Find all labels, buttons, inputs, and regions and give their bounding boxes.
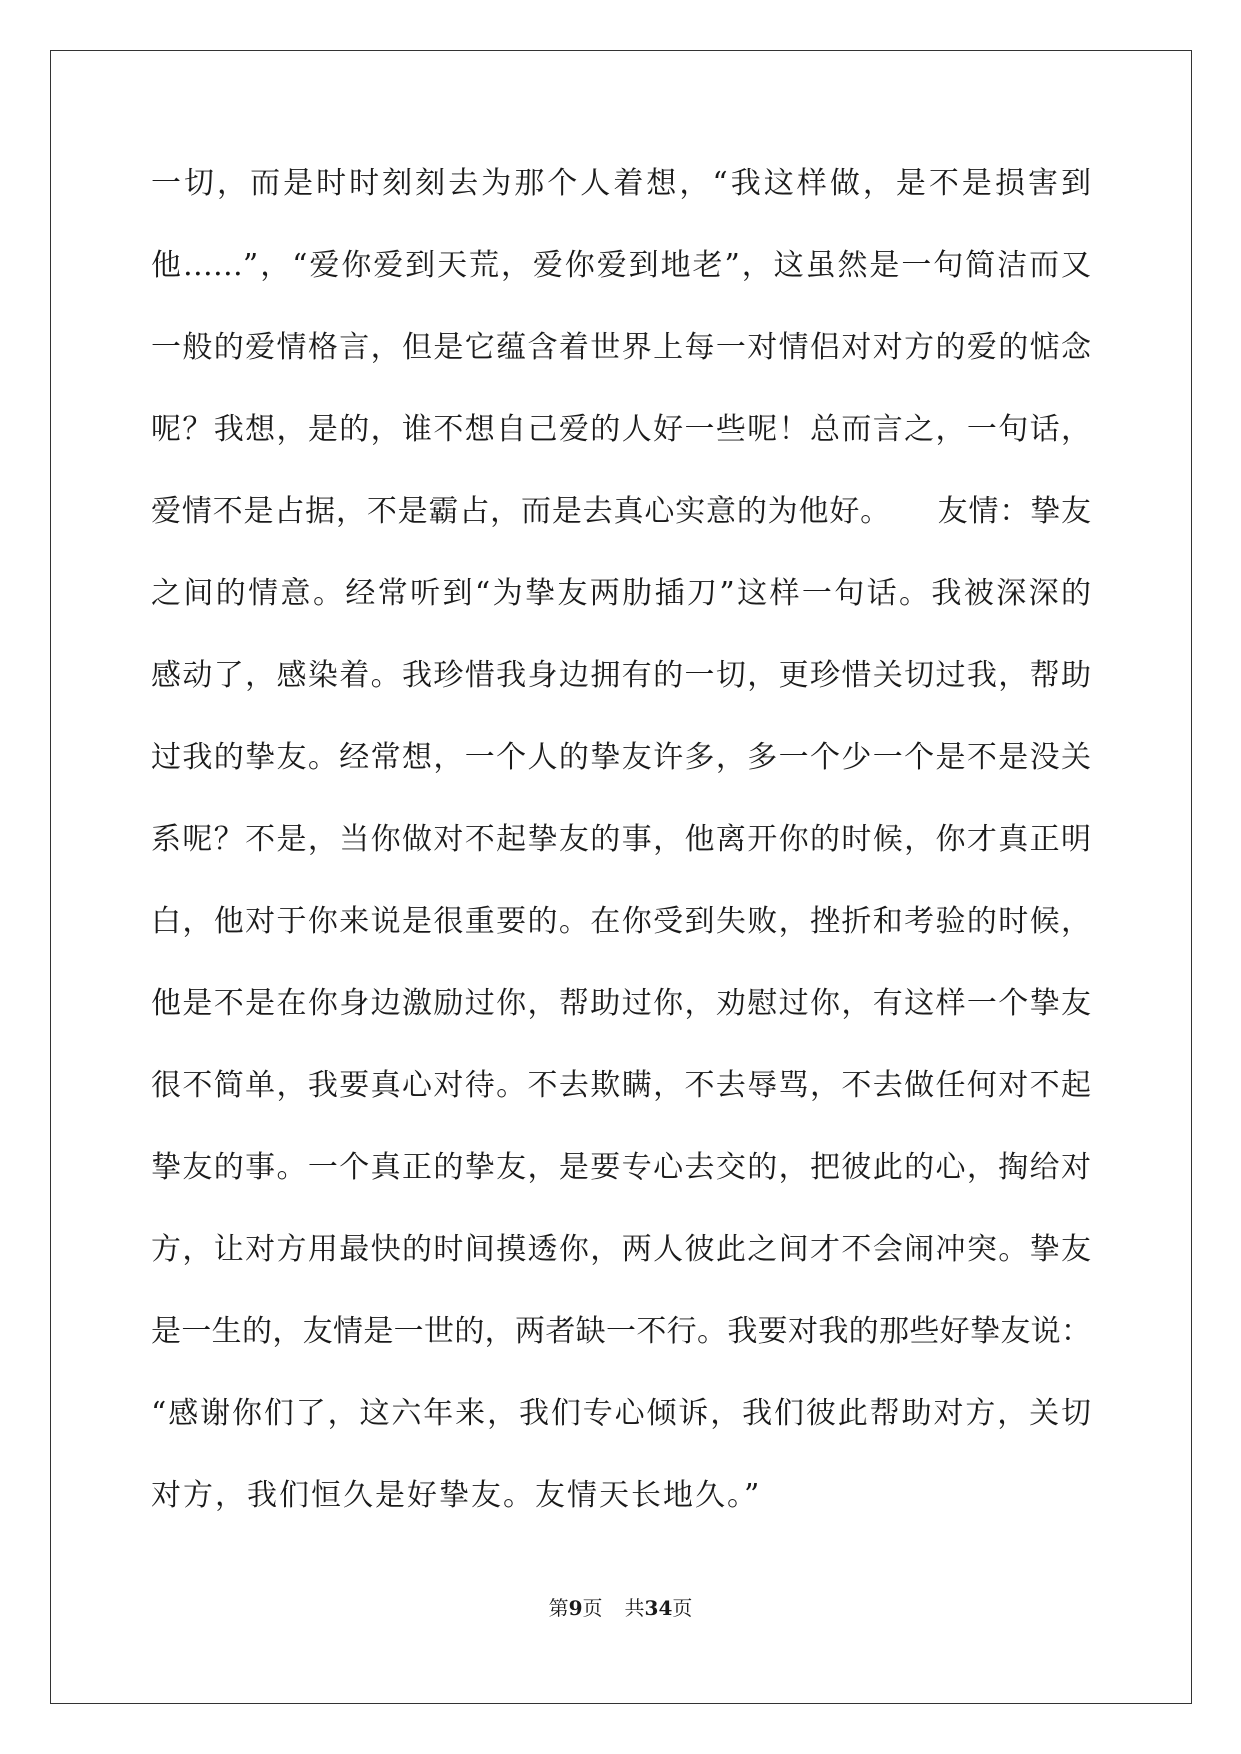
- current-page-number: 9: [568, 1596, 583, 1620]
- text-line: 过我的挚友。经常想，一个人的挚友许多，多一个少一个是不是没关: [151, 740, 1091, 775]
- text-line: 很不简单，我要真心对待。不去欺瞒，不去辱骂，不去做任何对不起: [151, 1068, 1091, 1103]
- page-prefix: 第: [548, 1596, 569, 1620]
- text-line: 挚友的事。一个真正的挚友，是要专心去交的，把彼此的心，掏给对: [151, 1150, 1091, 1185]
- text-line: 爱情不是占据，不是霸占，而是去真心实意的为他好。 友情：挚友: [151, 494, 1091, 529]
- text-line: 他是不是在你身边激励过你，帮助过你，劝慰过你，有这样一个挚友: [151, 986, 1091, 1021]
- page-unit: 页: [582, 1596, 603, 1620]
- total-prefix: 共: [624, 1596, 645, 1620]
- text-line: 是一生的，友情是一世的，两者缺一不行。我要对我的那些好挚友说：: [151, 1314, 1091, 1349]
- text-line: 白，他对于你来说是很重要的。在你受到失败，挫折和考验的时候，: [151, 904, 1091, 939]
- text-line: 呢？我想，是的，谁不想自己爱的人好一些呢！总而言之，一句话，: [151, 412, 1091, 447]
- text-line: 感动了，感染着。我珍惜我身边拥有的一切，更珍惜关切过我，帮助: [151, 658, 1091, 693]
- page-number-footer: [0, 1594, 1241, 1622]
- total-pages-number: 34: [644, 1596, 673, 1620]
- text-line: 对方，我们恒久是好挚友。友情天长地久。”: [151, 1478, 762, 1513]
- total-unit: 页: [672, 1596, 693, 1620]
- document-body: [151, 154, 1091, 1548]
- text-line: 系呢？不是，当你做对不起挚友的事，他离开你的时候，你才真正明: [151, 822, 1091, 857]
- text-line: 之间的情意。经常听到“为挚友两肋插刀”这样一句话。我被深深的: [151, 576, 1091, 611]
- text-line: 一切，而是时时刻刻去为那个人着想，“我这样做，是不是损害到: [151, 166, 1091, 201]
- text-line: 方，让对方用最快的时间摸透你，两人彼此之间才不会闹冲突。挚友: [151, 1232, 1091, 1267]
- text-line: 一般的爱情格言，但是它蕴含着世界上每一对情侣对对方的爱的惦念: [151, 330, 1091, 365]
- text-line: 他……”，“爱你爱到天荒，爱你爱到地老”，这虽然是一句简洁而又: [151, 248, 1091, 283]
- text-line: “感谢你们了，这六年来，我们专心倾诉，我们彼此帮助对方，关切: [151, 1396, 1091, 1431]
